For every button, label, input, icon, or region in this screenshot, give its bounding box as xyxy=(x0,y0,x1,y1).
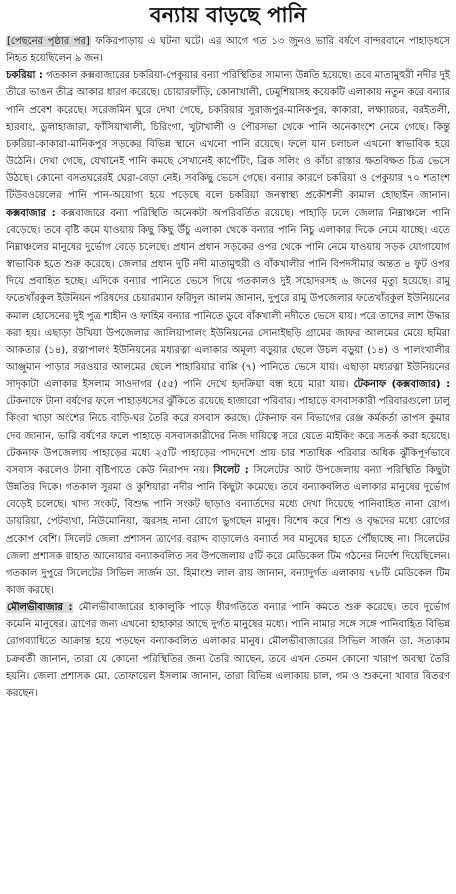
dateline-sylhet: সিলেট : xyxy=(213,464,249,476)
dateline-chakaria: চকরিয়া : xyxy=(6,70,43,82)
intro-paragraph: ফকিরপাড়ায় এ ঘটনা ঘটে। এর আগে গত ১৩ জুনও ভারি বর্ষণে বান্দরবানে পাহাড়ধসে নিহত হয়েছিলেন ৯ জন। xyxy=(6,36,450,65)
continued-from-tag: [পেছনের পৃষ্ঠার পর] xyxy=(7,36,90,47)
dateline-moulvibazar: মৌলভীবাজার : xyxy=(7,602,73,614)
moulvibazar-paragraph: মৌলভীবাজারের হাকালুকি পাড়ে ধীরগতিতে বন্যার পানি কমতে শুরু করেছে। তবে দুর্ভোগ কমেনি মানুষের। ত্রাণের জন্য এখনো হাহাকার আছে দুর্গত মানুষের মধ্যে। পানি নামার সঙ্গে সঙ্গে পানিবাহিত বিভিন্ন রোগব্যাধিতে আক্রান্ত হয়ে পড়ছেন বন্যাকবলিত এলাকার মানুষ। মৌলভীবাজারের সিভিল সার্জন ডা. সত্যকাম চক্রবর্তী জানান, তারা যে কোনো পরিস্থিতির জন্য তৈরি আছেন, তবে এখন তেমন কোনো খারাপ অবস্থা তৈরি হয়নি। জেলা প্রশাসক মো. তোফায়েল ইসলাম জানান, তারা বিভিন্ন এলাকায় চাল, গম ও শুকনো খাবার বিতরণ করছেন। xyxy=(6,602,450,699)
headline: বন্যায় বাড়ছে পানি xyxy=(149,3,307,27)
dateline-coxsbazar: কক্সবাজার : xyxy=(6,207,56,219)
sylhet-paragraph: সিলেটের আট উপজেলায় বন্যা পরিস্থিতি কিছুটা উন্নতির দিকে। গতকাল সুরমা ও কুশিয়ারা নদীর পানি কিছুটা কমেছে। তবে বন্যাকবলিত এলাকার মানুষের দুর্ভোগ বেড়েই চলেছে। খাদ্য সংকট, বিশুদ্ধ পানি সংকট ছাড়াও বন্যার্তদের মধ্যে দেখা দিয়েছে পানিবাহিত নানা রোগ। ডায়রিয়া, পেটব্যথা, নিউমোনিয়া, জ্বরসহ নানা রোগে ভুগছেন মানুষ। বিশেষ করে শিশু ও বৃদ্ধদের মধ্যে রোগের প্রকোপ বেশি। সিলেট জেলা প্রশাসন ত্রাণের বরাদ্দ বাড়ালেও বন্যার্ত সব মানুষের হাতে পৌঁছাচ্ছে না। সিলেটের জেলা প্রশাসক রাহাত আনোয়ার বন্যাকবলিত সব উপজেলায় ৫টি করে মেডিকেল টিম গঠনের নির্দেশ দিয়েছিলেন। গতকাল দুপুরে সিলেটের সিভিল সার্জন ডা. হিমাংশু লাল রায় জানান, বন্যাদুর্গত এলাকায় ৭৮টি মেডিকেল টিম কাজ করছে। xyxy=(6,464,450,596)
article-body xyxy=(6,33,450,702)
chakaria-paragraph: গতকাল কক্সবাজারের চকরিয়া-পেকুয়ার বন্যা পরিস্থিতির সামান্য উন্নতি হয়েছে। তবে মাতামুহুরী নদীর দুই তীরে ভাঙন তীব্র আকার ধারণ করেছে। চোয়ারফাঁড়ি, কোনাখালী, ঢেমুশিয়াসহ কয়েকটি এলাকায় নতুন করে বন্যার পানি প্রবেশ করেছে। সরেজমিন ঘুরে দেখা গেছে, চকরিয়ার সুরাজপুর-মানিকপুর, কাকারা, লক্ষ্যারচর, বরইতলী, হারবাং, ডুলাহাজারা, ফাঁসিয়াখালী, চিরিংগা, খুটাখালী ও পৌরসভা থেকে পানি অনেকাংশে নেমে গেছে। কিন্তু চকরিয়া-কাকারা-মানিকপুর সড়কের বিভিন্ন স্থানে এখনো পানি রয়েছে। ফলে যান চলাচল এখনো স্বাভাবিক হয়ে উঠেনি। দেখা গেছে, যেখানেই পানি কমছে সেখানেই কার্পেটিং, ব্রিক সলিং ও কাঁচা রাস্তার ক্ষতবিক্ষত চিত্র ভেসে উঠছে। কোনো বসতঘরেরই ঘেরা-বেড়া নেই। সবকিছু ভেসে গেছে। বন্যার কারণে চকরিয়া ও পেকুয়ার ৭০ শতাংশ টিউবওয়েলের পানি পান-অযোগ্য হয়ে পড়েছে বলে চকরিয়া জনস্বাস্থ্য প্রকৌশলী কামাল হোছাইন জানান। xyxy=(6,70,450,202)
coxsbazar-paragraph: কক্সবাজারে বন্যা পরিস্থিতি অনেকটা অপরিবর্তিত রয়েছে। পাহাড়ি ঢলে জেলার নিম্নাঞ্চলে পানি বেড়েছে। তবে বৃষ্টি কমে যাওয়ায় কিছু কিছু উঁচু এলাকা থেকে বন্যার পানি নিচু এলাকার দিকে নেমে যাচ্ছে। এতে নিম্নাঞ্চলের মানুষের দুর্ভোগ বেড়ে চলেছে। প্রধান প্রধান সড়কের ওপর থেকে পানি নেমে যাওয়ায় সড়ক যোগাযোগ স্বাভাবিক হতে শুরু করেছে। জেলার প্রধান দুটি নদী মাতামুহুরী ও বাঁকখালীর পানি বিপদসীমার অন্তত ৪ ফুট ওপর দিয়ে প্রবাহিত হচ্ছে। এদিকে বন্যার পানিতে ভেসে গিয়ে গতকালও দুই সহোদরসহ ৬ জনের মৃত্যু হয়েছে। রামু ফতেখাঁরকুল ইউনিয়ন পরিষদের চেয়ারম্যান ফরিদুল আলম জানান, দুপুরে রামু উপজেলার ফতেখাঁরকুল ইউনিয়নের কমাল হোসেনের দুই পুত্র শাহীন ও ফাহিম বন্যার পানিতে ডুবে বাঁকখালী নদীতে ভেসে যায়। পরে তাদের লাশ উদ্ধার করা হয়। এছাড়া উখিয়া উপজেলার জালিয়াপালং ইউনিয়নের সোনাইছড়ি গ্রামের জাফর আলমের মেয়ে ছমিরা আকতার (১৪), রত্নাপালং ইউনিয়নের মধ্যরত্না এলাকার অমূল্য বড়ুয়ার ছেলে উচল বড়ুয়া (১৪) ও পালংখালীর আঞ্জুমান পাড়ার সরওয়ার আলমের ছেলে শাহারিয়ার বাপ্পি (৭) পানিতে ভেসে যায়। এছাড়া মধ্যরত্না ইউনিয়নের সাদৃকাটা এলাকার ইসলাম সাওদাগর (৫৫) পানি দেখে হৃদক্রিয়া বন্ধ হয়ে মারা যায়। xyxy=(6,207,451,391)
dateline-teknaf: টেকনাফ (কক্সবাজার) : xyxy=(353,379,450,391)
teknaf-paragraph: টেকনাফে টানা বর্ষণের ফলে পাহাড়ধসের ঝুঁকিতে রয়েছে হাজারো পরিবার। পাহাড়ে বসবাসকারী পরিবারগুলো ঢালু কিংবা খাড়া অংশের নিচে বাড়ি-ঘর তৈরি করে বসবাস করছে। টেকনাফ বন বিভাগের রেঞ্জ কর্মকর্তা তাপস কুমার দেব জানান, ভারি বর্ষণের ফলে পাহাড়ে বসবাসকারীদের নিজ দায়িত্বে সরে যেতে মাইকিং করে সতর্ক করা হয়েছে। টেকনাফ উপজেলায় পাহাড়ের মধ্যে ২৫টি পাহাড়ের পাদদেশে প্রায় চার শতাধিক পরিবার অধিক ঝুঁকিপূর্ণভাবে বসবাস করলেও টানা বৃষ্টিপাতে কেউ নিরাপদ নয়। xyxy=(6,396,450,476)
